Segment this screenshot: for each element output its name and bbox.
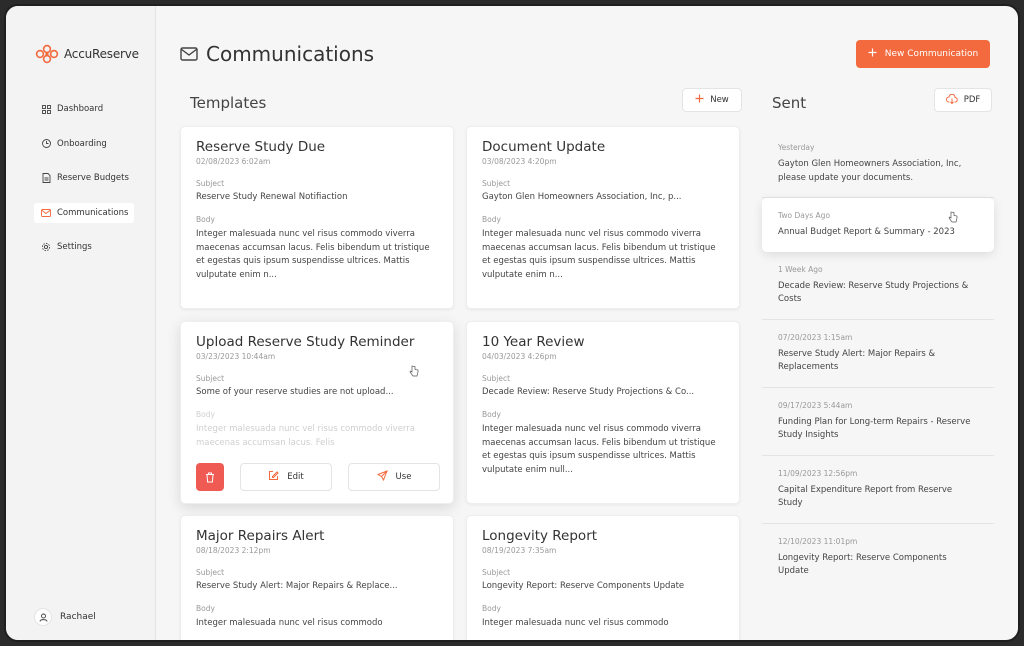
body-label: Body xyxy=(196,215,215,224)
sent-item[interactable] xyxy=(762,388,994,456)
use-label: Use xyxy=(395,472,412,482)
template-body: Integer malesuada nunc vel risus commodo xyxy=(482,618,669,628)
subject-label: Subject xyxy=(482,179,511,188)
plus-icon xyxy=(868,48,877,60)
sent-item[interactable] xyxy=(762,252,994,320)
sidebar-nav xyxy=(34,99,134,272)
sent-date: Two Days Ago xyxy=(778,211,831,220)
template-body: Integer malesuada nunc vel risus commodo xyxy=(196,618,383,628)
subject-label: Subject xyxy=(196,374,225,383)
app-window xyxy=(4,4,1020,642)
sidebar-item-label: Settings xyxy=(57,242,92,252)
pdf-button[interactable] xyxy=(934,88,992,112)
send-icon xyxy=(377,470,388,484)
sent-subject: Reserve Study Alert: Major Repairs & Replacements xyxy=(778,348,936,372)
sent-item[interactable] xyxy=(762,198,994,252)
template-title: Upload Reserve Study Reminder xyxy=(196,334,415,350)
user-profile[interactable] xyxy=(34,608,96,626)
delete-button[interactable] xyxy=(196,463,224,491)
template-date: 08/18/2023 2:12pm xyxy=(196,546,271,555)
template-date: 03/23/2023 10:44am xyxy=(196,352,276,361)
template-title: Major Repairs Alert xyxy=(196,528,325,544)
sidebar-item-label: Onboarding xyxy=(57,138,107,149)
subject-label: Subject xyxy=(482,568,511,577)
template-subject: Gayton Glen Homeowners Association, Inc, p... xyxy=(482,192,682,202)
page-title-text: Communications xyxy=(206,42,375,66)
body-label: Body xyxy=(482,410,501,419)
template-subject: Longevity Report: Reserve Components Update xyxy=(482,581,685,591)
sent-subject: Funding Plan for Long-term Repairs - Reserve Study Insights xyxy=(778,416,971,440)
gear-icon xyxy=(41,242,51,252)
subject-label: Subject xyxy=(482,374,511,383)
sent-date: 09/17/2023 5:44am xyxy=(778,400,853,410)
template-date: 02/08/2023 6:02am xyxy=(196,157,271,166)
mail-icon xyxy=(180,42,198,66)
brand-name: AccuReserve xyxy=(64,47,139,61)
trash-icon xyxy=(205,468,215,487)
body-label: Body xyxy=(482,604,501,613)
template-card[interactable] xyxy=(180,515,454,642)
sidebar-item-label: Dashboard xyxy=(57,104,104,114)
page-title xyxy=(180,42,374,66)
body-label: Body xyxy=(196,410,215,419)
template-date: 03/08/2023 4:20pm xyxy=(482,157,557,166)
cloud-download-icon xyxy=(946,94,958,107)
mail-icon xyxy=(41,208,51,218)
template-card[interactable] xyxy=(180,321,454,504)
template-card[interactable] xyxy=(466,126,740,309)
sent-date: 11/09/2023 12:56pm xyxy=(778,468,858,478)
template-body: Integer malesuada nunc vel risus commodo viverra maecenas accumsan lacus. Felis bibendum ut tristique et egestas quis ipsum suspendisse ultrices. Mattis vulputate enim n... xyxy=(482,229,716,280)
edit-label: Edit xyxy=(287,472,304,482)
pdf-label: PDF xyxy=(963,95,981,105)
sent-subject: Annual Budget Report & Summary - 2023 xyxy=(778,227,955,237)
sidebar-item-onboarding[interactable] xyxy=(34,134,134,154)
document-icon xyxy=(41,173,51,183)
sidebar-item-reserve-budgets[interactable] xyxy=(34,168,134,188)
new-communication-label: New Communication xyxy=(884,49,979,59)
sent-item[interactable] xyxy=(762,130,994,198)
template-subject: Reserve Study Renewal Notifiaction xyxy=(196,192,348,202)
pointer-cursor-icon xyxy=(948,208,958,227)
sent-subject: Capital Expenditure Report from Reserve Study xyxy=(778,484,953,508)
sidebar-item-communications[interactable] xyxy=(34,203,134,223)
sidebar-item-settings[interactable] xyxy=(34,237,134,257)
use-button[interactable] xyxy=(348,463,440,491)
template-body: Integer malesuada nunc vel risus commodo viverra maecenas accumsan lacus. Felis bibendum ut tristique et egestas quis ipsum suspendisse ultrices. Mattis vulputate enim n... xyxy=(196,229,430,280)
template-card[interactable] xyxy=(180,126,454,309)
new-template-label: New xyxy=(710,95,729,105)
template-date: 04/03/2023 4:26pm xyxy=(482,352,557,361)
plus-icon xyxy=(695,94,704,106)
sent-item[interactable] xyxy=(762,320,994,388)
sent-date: 07/20/2023 1:15am xyxy=(778,332,853,342)
user-icon xyxy=(34,608,52,626)
new-communication-button[interactable] xyxy=(856,40,990,68)
logo[interactable] xyxy=(34,44,139,64)
template-card[interactable] xyxy=(466,321,740,504)
edit-button[interactable] xyxy=(240,463,332,491)
sidebar-item-label: Communications xyxy=(57,207,129,218)
template-subject: Reserve Study Alert: Major Repairs & Replace... xyxy=(196,581,398,591)
sent-heading: Sent xyxy=(772,94,807,112)
template-title: Longevity Report xyxy=(482,528,598,544)
edit-icon xyxy=(268,470,279,484)
sent-item[interactable] xyxy=(762,524,994,591)
template-body: Integer malesuada nunc vel risus commodo viverra maecenas accumsan lacus. Felis xyxy=(196,424,415,448)
body-label: Body xyxy=(482,215,501,224)
template-date: 08/19/2023 7:35am xyxy=(482,546,557,555)
templates-heading: Templates xyxy=(190,94,267,112)
new-template-button[interactable] xyxy=(682,88,742,112)
template-title: Document Update xyxy=(482,139,606,155)
template-title: 10 Year Review xyxy=(482,334,585,350)
template-body: Integer malesuada nunc vel risus commodo viverra maecenas accumsan lacus. Felis bibendum ut tristique et egestas quis ipsum suspendisse ultrices. Mattis vulputate enim null... xyxy=(482,424,716,475)
template-subject: Some of your reserve studies are not upload... xyxy=(196,387,394,397)
user-name: Rachael xyxy=(60,612,96,622)
sent-subject: Longevity Report: Reserve Components Update xyxy=(778,552,947,576)
logo-icon xyxy=(34,44,60,64)
sent-date: 12/10/2023 11:01pm xyxy=(778,536,858,546)
sent-subject: Decade Review: Reserve Study Projections & Costs xyxy=(778,280,969,304)
subject-label: Subject xyxy=(196,179,225,188)
subject-label: Subject xyxy=(196,568,225,577)
sent-list xyxy=(762,130,994,591)
template-title: Reserve Study Due xyxy=(196,139,326,155)
sent-subject: Gayton Glen Homeowners Association, Inc, please update your documents. xyxy=(778,159,962,183)
clock-icon xyxy=(41,139,51,149)
sidebar-item-dashboard[interactable] xyxy=(34,99,134,119)
sidebar xyxy=(6,6,156,640)
sidebar-item-label: Reserve Budgets xyxy=(57,173,129,183)
body-label: Body xyxy=(196,604,215,613)
pointer-cursor-icon xyxy=(409,362,419,381)
sent-date: Yesterday xyxy=(778,143,815,152)
sent-date: 1 Week Ago xyxy=(778,264,823,274)
template-card[interactable] xyxy=(466,515,740,642)
sent-item[interactable] xyxy=(762,456,994,524)
card-actions xyxy=(196,463,440,491)
grid-icon xyxy=(41,104,51,114)
template-subject: Decade Review: Reserve Study Projections & Co... xyxy=(482,387,695,397)
